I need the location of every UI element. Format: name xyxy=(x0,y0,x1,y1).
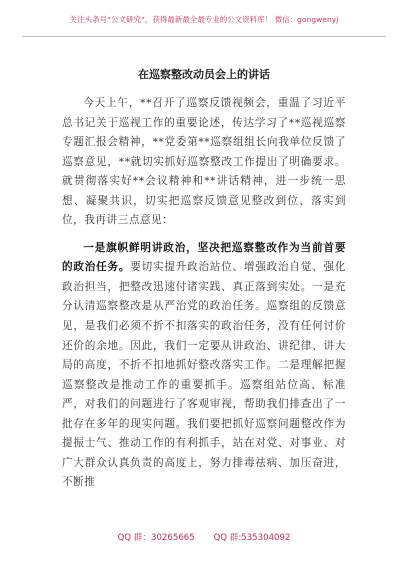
paragraph-heading: 一是旗帜鲜明讲政治，坚决把巡察整改作为当前首要的政治任务。 xyxy=(62,241,346,274)
footer-qq-group-1: QQ 群：30265665 xyxy=(117,533,195,543)
footer-qq-group-2: QQ 群:535304092 xyxy=(213,533,291,543)
document-title: 在巡察整改动员会上的讲话 xyxy=(138,68,270,81)
paragraph-intro xyxy=(62,94,346,231)
paragraph-text: 今天上午，**召开了巡察反馈视频会，重温了习近平总书记关于巡视工作的重要论述，传达学习了**巡视巡察专题汇报会精神，**党委第**巡察组组长向我单位反馈了巡察意见，**就切实抓好巡察整改工作提出了明确要求。就贯彻落实好**会议精神和**讲话精神，进一步统一思想、凝聚共识，切实把巡察反馈意见整改到位、落实到位，我再讲三点意见： xyxy=(62,97,346,227)
paragraph-text: 要切实提升政治站位、增强政治自觉、强化政治担当，把整改迅速付诸实践、真正落到实处。一是充分认清巡察整改是从严治党的政治任务。巡察组的反馈意见，是我们必须不折不扣落实的政治任务，没有任何讨价还价的余地。因此，我们一定要从讲政治、讲纪律、讲大局的高度，不折不扣地抓好整改落实工作。二是理解把握巡察整改是推动工作的重要抓手。巡察组站位高、标准严，对我们的问题进行了客观审视，帮助我们排查出了一批存在多年的现实问题。我们要把抓好巡察问题整改作为提振士气、推动工作的有利抓手，站在对党、对事业、对广大群众认真负责的高度上，努力排毒祛病、加压奋进，不断推 xyxy=(62,261,346,489)
paragraph-point-one xyxy=(62,239,346,493)
document-body xyxy=(62,94,346,493)
footer-contact xyxy=(0,531,408,543)
header-divider xyxy=(22,36,386,37)
header-banner: 关注头条号“公文研究”，获得最新最全最专业的公文资料库！ 微信：gongwenyj xyxy=(69,15,339,24)
